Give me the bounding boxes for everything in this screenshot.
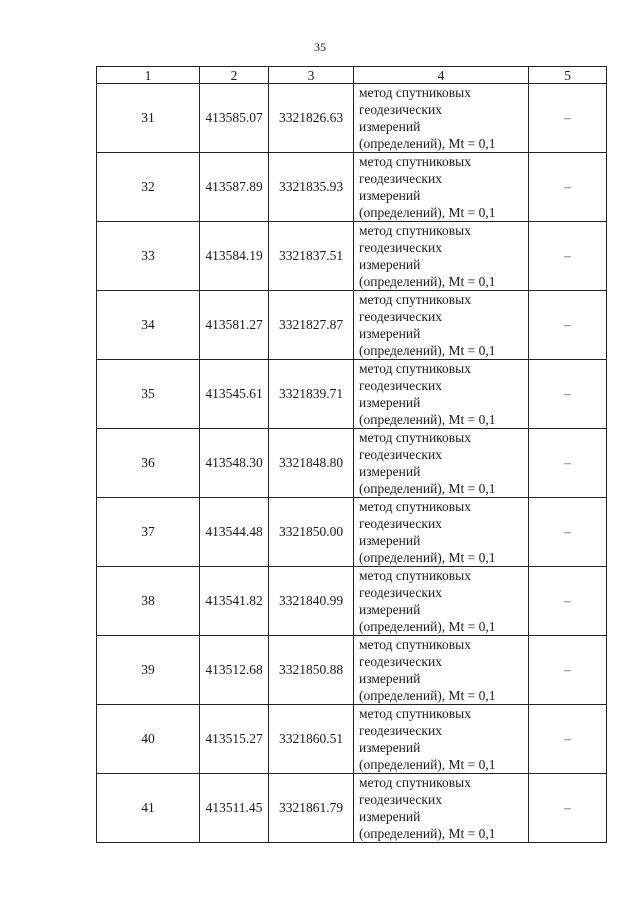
method-cell [354,222,529,291]
y-coordinate-cell: 3321850.88 [269,636,354,705]
point-number-cell: 33 [97,222,200,291]
method-line: (определений), Mt = 0,1 [359,481,496,496]
method-line: метод спутниковых [359,85,471,100]
point-number-cell: 40 [97,705,200,774]
x-coordinate-cell: 413587.89 [200,153,269,222]
y-coordinate-cell: 3321848.80 [269,429,354,498]
method-line: измерений [359,671,421,686]
note-cell: – [529,774,607,843]
method-line: метод спутниковых [359,430,471,445]
point-number-cell: 38 [97,567,200,636]
point-number-cell: 37 [97,498,200,567]
method-line: геодезических [359,171,442,186]
column-header-4: 4 [354,67,529,84]
note-cell: – [529,705,607,774]
note-cell: – [529,222,607,291]
method-line: измерений [359,119,421,134]
column-header-2: 2 [200,67,269,84]
y-coordinate-cell: 3321835.93 [269,153,354,222]
method-line: метод спутниковых [359,568,471,583]
point-number-cell: 41 [97,774,200,843]
x-coordinate-cell: 413584.19 [200,222,269,291]
method-cell [354,498,529,567]
y-coordinate-cell: 3321837.51 [269,222,354,291]
table-row [97,498,607,567]
column-header-5: 5 [529,67,607,84]
coordinates-table [96,66,607,843]
method-line: геодезических [359,585,442,600]
y-coordinate-cell: 3321839.71 [269,360,354,429]
method-line: измерений [359,809,421,824]
x-coordinate-cell: 413544.48 [200,498,269,567]
method-cell [354,636,529,705]
note-cell: – [529,498,607,567]
point-number-cell: 34 [97,291,200,360]
method-line: геодезических [359,723,442,738]
note-cell: – [529,567,607,636]
method-cell [354,291,529,360]
table-row [97,84,607,153]
method-line: метод спутниковых [359,223,471,238]
method-line: (определений), Mt = 0,1 [359,688,496,703]
method-line: измерений [359,395,421,410]
method-line: (определений), Mt = 0,1 [359,205,496,220]
method-line: (определений), Mt = 0,1 [359,619,496,634]
method-line: метод спутниковых [359,706,471,721]
point-number-cell: 31 [97,84,200,153]
method-line: (определений), Mt = 0,1 [359,826,496,841]
table-row [97,153,607,222]
method-cell [354,705,529,774]
method-line: геодезических [359,102,442,117]
table-row [97,222,607,291]
table-header-row [97,67,607,84]
method-line: измерений [359,740,421,755]
method-line: измерений [359,464,421,479]
method-line: измерений [359,326,421,341]
x-coordinate-cell: 413548.30 [200,429,269,498]
table-row [97,567,607,636]
method-line: геодезических [359,792,442,807]
method-line: (определений), Mt = 0,1 [359,136,496,151]
note-cell: – [529,360,607,429]
method-line: (определений), Mt = 0,1 [359,412,496,427]
point-number-cell: 32 [97,153,200,222]
table-row [97,705,607,774]
table-row [97,360,607,429]
method-line: (определений), Mt = 0,1 [359,343,496,358]
note-cell: – [529,291,607,360]
y-coordinate-cell: 3321861.79 [269,774,354,843]
column-header-1: 1 [97,67,200,84]
method-line: измерений [359,188,421,203]
note-cell: – [529,153,607,222]
method-cell [354,153,529,222]
method-line: метод спутниковых [359,361,471,376]
method-line: геодезических [359,309,442,324]
method-line: измерений [359,257,421,272]
point-number-cell: 39 [97,636,200,705]
method-line: геодезических [359,516,442,531]
x-coordinate-cell: 413515.27 [200,705,269,774]
method-line: геодезических [359,447,442,462]
method-line: геодезических [359,240,442,255]
method-line: (определений), Mt = 0,1 [359,757,496,772]
column-header-3: 3 [269,67,354,84]
note-cell: – [529,636,607,705]
method-cell [354,774,529,843]
method-line: (определений), Mt = 0,1 [359,550,496,565]
method-line: метод спутниковых [359,499,471,514]
table-row [97,636,607,705]
y-coordinate-cell: 3321840.99 [269,567,354,636]
table-body [97,84,607,843]
point-number-cell: 36 [97,429,200,498]
table-row [97,429,607,498]
method-cell [354,360,529,429]
note-cell: – [529,429,607,498]
method-line: (определений), Mt = 0,1 [359,274,496,289]
table-row [97,291,607,360]
page-number: 35 [314,40,326,54]
note-cell: – [529,84,607,153]
method-cell [354,429,529,498]
table-row [97,774,607,843]
point-number-cell: 35 [97,360,200,429]
method-cell [354,84,529,153]
x-coordinate-cell: 413581.27 [200,291,269,360]
y-coordinate-cell: 3321826.63 [269,84,354,153]
y-coordinate-cell: 3321850.00 [269,498,354,567]
x-coordinate-cell: 413545.61 [200,360,269,429]
method-line: измерений [359,533,421,548]
method-line: геодезических [359,378,442,393]
method-cell [354,567,529,636]
y-coordinate-cell: 3321860.51 [269,705,354,774]
x-coordinate-cell: 413541.82 [200,567,269,636]
method-line: метод спутниковых [359,775,471,790]
method-line: метод спутниковых [359,292,471,307]
x-coordinate-cell: 413585.07 [200,84,269,153]
x-coordinate-cell: 413512.68 [200,636,269,705]
y-coordinate-cell: 3321827.87 [269,291,354,360]
method-line: метод спутниковых [359,154,471,169]
method-line: метод спутниковых [359,637,471,652]
method-line: геодезических [359,654,442,669]
x-coordinate-cell: 413511.45 [200,774,269,843]
method-line: измерений [359,602,421,617]
